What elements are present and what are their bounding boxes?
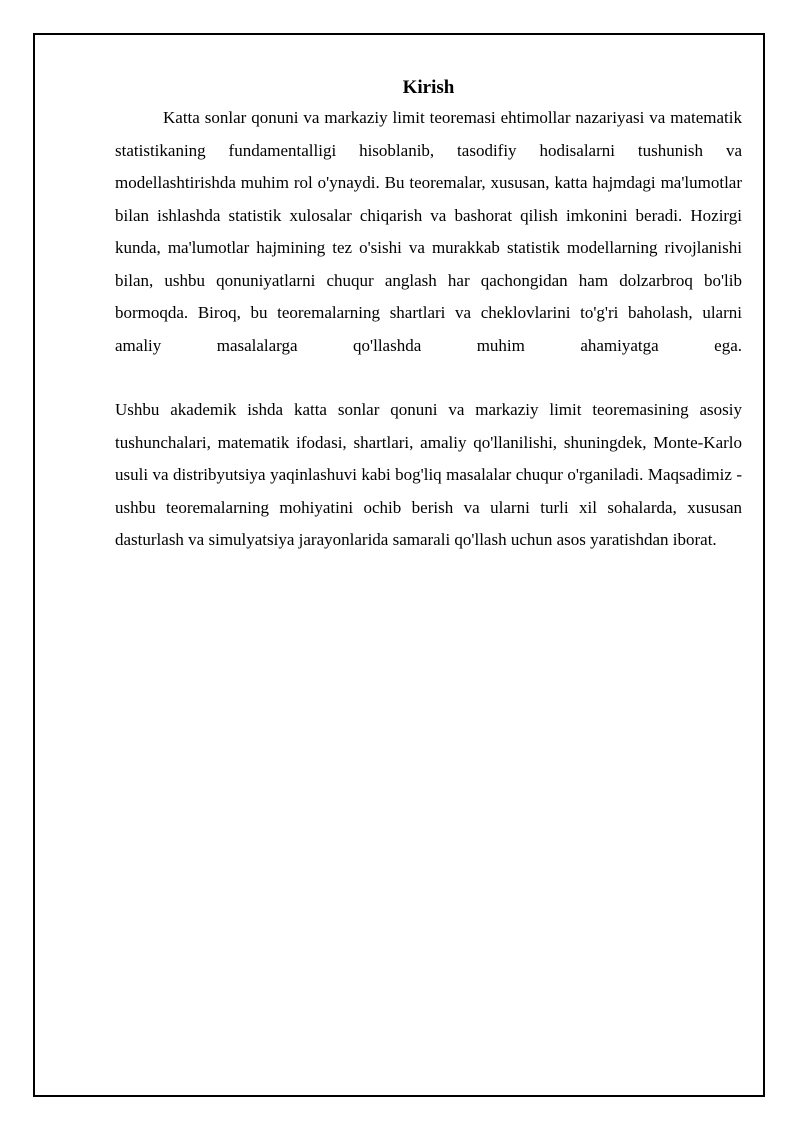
paragraph-intro: Katta sonlar qonuni va markaziy limit teoremasi ehtimollar nazariyasi va matematik statistikaning fundamentalligi hisoblanib, tasodifiy hodisalarni tushunish va modellashtirishda muhim rol o'ynaydi. Bu teoremalar, xususan, katta hajmdagi ma'lumotlar bilan ishlashda statistik xulosalar chiqarish va bashorat qilish imkonini beradi. Hozirgi kunda, ma'lumotlar hajmining tez o'sishi va murakkab statistik modellarning rivojlanishi bilan, ushbu qonuniyatlarni chuqur anglash har qachongidan ham dolzarbroq bo'lib bormoqda. Biroq, bu teoremalarning shartlari va cheklovlarini to'g'ri baholash, ularni amaliy masalalarga qo'llashda muhim ahamiyatga ega. (115, 108, 742, 355)
paragraph-purpose: Ushbu akademik ishda katta sonlar qonuni va markaziy limit teoremasining asosiy tushunchalari, matematik ifodasi, shartlari, amaliy qo'llanilishi, shuningdek, Monte-Karlo usuli va distribyutsiya yaqinlashuvi kabi bog'liq masalalar chuqur o'rganiladi. Maqsadimiz - ushbu teoremalarning mohiyatini ochib berish va ularni turli xil sohalarda, xususan dasturlash va simulyatsiya jarayonlarida samarali qo'llash uchun asos yaratishdan iborat. (115, 400, 742, 549)
paragraph-gap (115, 362, 742, 394)
section-title: Kirish (402, 77, 455, 98)
document-body (115, 74, 742, 557)
